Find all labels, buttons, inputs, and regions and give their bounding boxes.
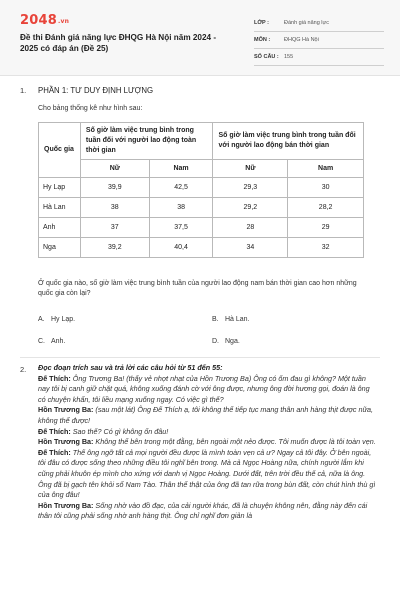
dialogue-line: Đế Thích: Sao thế? Có gì không ổn đâu! <box>38 426 169 436</box>
statistics-table <box>38 122 364 258</box>
table-header-fulltime: Số giờ làm việc trung bình trong tuần đối với người lao động toàn thời gian <box>80 123 213 160</box>
table-cell: 38 <box>149 198 213 218</box>
table-cell: 39,9 <box>80 178 149 198</box>
meta-label: LỚP : <box>254 20 269 26</box>
question-intro: Cho bảng thống kê như hình sau: <box>38 105 143 112</box>
part-title: PHẦN 1: TƯ DUY ĐỊNH LƯỢNG <box>38 86 154 95</box>
table-subheader: Nữ <box>213 160 288 178</box>
table-cell: 37 <box>80 218 149 238</box>
table-cell: 29,3 <box>213 178 288 198</box>
dialogue-line: Đế Thích: Thế ông ngỡ tất cả mọi người đều được là mình toàn vẹn cả ư? Ngay cả tôi đây. Ở bên ngoài, tôi đâu có được sống theo những điều tôi nghĩ bên trong. Mà cả Ngọc Hoàng nữa, chính người lắm khi cũng phải khuôn ép mình cho xứng với danh vị Ngọc Hoàng. Dưới đất, trên trời đều thế cả, nữa là ông. Ông đã bị gạch tên khỏi sổ Nam Tào. Thân thể thật của ông đã tan rữa trong bùn đất, còn chút hình thù gì của ông đâu! <box>38 447 376 500</box>
question-number: 1. <box>20 86 27 95</box>
table-cell: 28,2 <box>288 198 364 218</box>
meta-row-subject <box>254 32 384 49</box>
table-cell: 28 <box>213 218 288 238</box>
table-header-country: Quốc gia <box>39 123 81 178</box>
table-header-parttime: Số giờ làm việc trung bình trong tuần đối với người lao động bán thời gian <box>213 123 364 160</box>
option-c[interactable]: C. Anh. <box>38 338 66 345</box>
dialogue-line: Hồn Trương Ba: Sống nhờ vào đồ đạc, của cải người khác, đã là chuyện không nên, đằng này đến cái thân tôi cũng phải sống nhờ anh hàng thịt. Ông chỉ nghĩ đơn giản là <box>38 500 368 521</box>
option-d[interactable]: D. Nga. <box>212 338 240 345</box>
table-cell-country: Hà Lan <box>39 198 81 218</box>
table-row <box>39 178 364 198</box>
meta-value: 155 <box>284 54 294 60</box>
table-cell: 32 <box>288 238 364 258</box>
meta-value: Đánh giá năng lực <box>284 20 329 26</box>
meta-row-class <box>254 15 384 32</box>
table-cell-country: Anh <box>39 218 81 238</box>
table-cell: 29,2 <box>213 198 288 218</box>
reading-passage <box>38 363 378 522</box>
table-cell: 38 <box>80 198 149 218</box>
passage-heading: Đọc đoạn trích sau và trả lời các câu hỏi từ 51 đến 55: <box>38 363 223 372</box>
question-text: Ở quốc gia nào, số giờ làm việc trung bình tuần của người lao động nam bán thời gian cao hơn những quốc gia còn lại? <box>38 280 357 297</box>
meta-label: MÔN : <box>254 37 271 43</box>
table-cell: 42,5 <box>149 178 213 198</box>
site-logo[interactable]: 2048.vn <box>20 13 70 28</box>
question-number: 2. <box>20 365 27 374</box>
table-cell: 34 <box>213 238 288 258</box>
meta-label: SỐ CÂU : <box>254 54 279 60</box>
table-cell: 30 <box>288 178 364 198</box>
dialogue-line: Hồn Trương Ba: (sau một lát) Ông Đế Thích ạ, tôi không thể tiếp tục mang thân anh hàng thịt được nữa, không thể được! <box>38 405 373 425</box>
table-cell: 40,4 <box>149 238 213 258</box>
table-cell: 37,5 <box>149 218 213 238</box>
table-row <box>39 238 364 258</box>
table-cell-country: Hy Lạp <box>39 178 81 198</box>
dialogue-line: Hồn Trương Ba: Không thể bên trong một đằng, bên ngoài một nẻo được. Tôi muốn được là tôi toàn vẹn. <box>38 437 376 447</box>
exam-meta <box>254 15 384 66</box>
page-title: Đề thi Đánh giá năng lực ĐHQG Hà Nội năm 2024 - 2025 có đáp án (Đề 25) <box>20 33 217 53</box>
table-row <box>39 218 364 238</box>
table-subheader: Nam <box>149 160 213 178</box>
table-cell: 29 <box>288 218 364 238</box>
option-b[interactable]: B. Hà Lan. <box>212 316 250 323</box>
page-header <box>0 0 400 76</box>
table-cell-country: Nga <box>39 238 81 258</box>
table-row <box>39 198 364 218</box>
meta-value: ĐHQG Hà Nội <box>284 37 319 43</box>
question-divider <box>20 357 380 358</box>
option-a[interactable]: A. Hy Lạp. <box>38 316 76 323</box>
table-cell: 39,2 <box>80 238 149 258</box>
table-subheader: Nam <box>288 160 364 178</box>
table-subheader: Nữ <box>80 160 149 178</box>
dialogue-line: Đế Thích: Ông Trương Ba! (thấy vẻ nhợt nhạt của Hồn Trương Ba) Ông có ốm đau gì không? Một tuần nay tôi bị canh giữ chặt quá, không xuống đánh cờ với ông được, nhưng ông đời hương gọi, đoán là ông có chuyện khẩn, tôi liều mạng xuống ngay. Có việc gì thế? <box>38 373 370 404</box>
meta-row-count <box>254 49 384 66</box>
